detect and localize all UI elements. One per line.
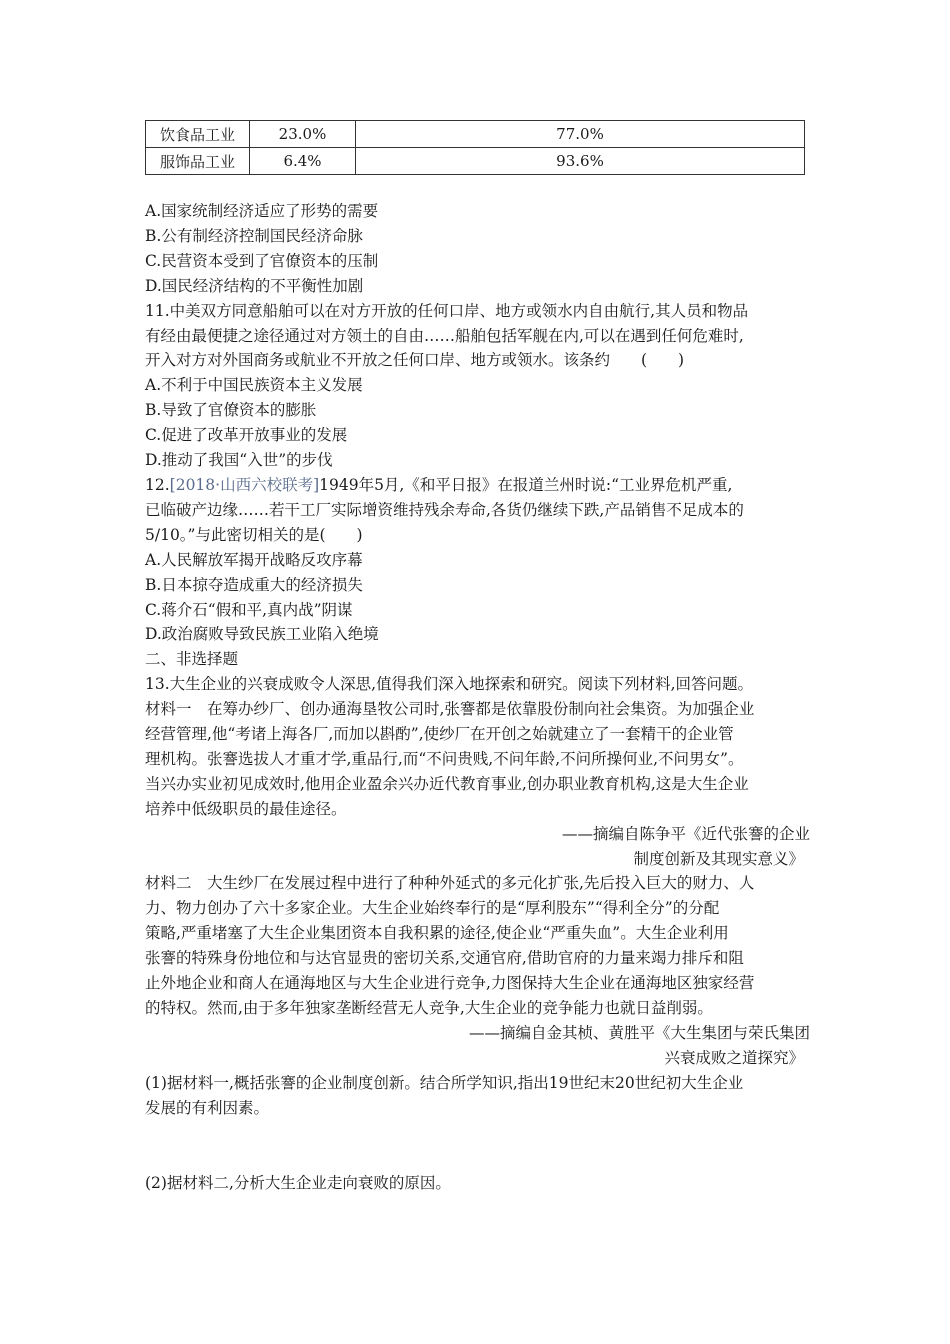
question-13 — [145, 672, 810, 1195]
table-cell: 服饰品工业 — [146, 148, 250, 175]
option-c: C.民营资本受到了官僚资本的压制 — [145, 251, 379, 270]
material-line: 材料一 在筹办纱厂、创办通海垦牧公司时,张謇都是依靠股份制向社会集资。为加强企业 — [145, 700, 755, 719]
citation: ——摘编自陈争平《近代张謇的企业 — [561, 824, 810, 843]
table-row — [146, 148, 805, 175]
option-d: D.政治腐败导致民族工业陷入绝境 — [145, 625, 379, 644]
question-stem-line: 5/10。”与此密切相关的是( ) — [145, 525, 363, 544]
question-stem-line: 开入对方对外国商务或航业不开放之任何口岸、地方或领水。该条约 ( ) — [145, 351, 685, 370]
option-c: C.促进了改革开放事业的发展 — [145, 426, 348, 445]
source-tag: [2018·山西六校联考] — [169, 475, 320, 494]
citation: 制度创新及其现实意义》 — [633, 849, 804, 868]
material-line: 培养中低级职员的最佳途径。 — [145, 799, 347, 818]
question-11 — [145, 299, 810, 473]
option-a: A.人民解放军揭开战略反攻序幕 — [145, 550, 363, 569]
material-line: 经营管理,他“考诸上海各厂,而加以斟酌”,使纱厂在开创之始就建立了一套精干的企业管 — [145, 725, 734, 744]
question-12 — [145, 473, 810, 647]
material-line: 力、物力创办了六十多家企业。大生企业始终奉行的是“厚利股东”“得利全分”的分配 — [145, 899, 720, 918]
citation: 兴衰成败之道探究》 — [664, 1048, 804, 1067]
option-d: D.国民经济结构的不平衡性加剧 — [145, 276, 364, 295]
question-number: 12. — [145, 475, 170, 494]
material-line: 止外地企业和商人在通海地区与大生企业进行竞争,力图保持大生企业在通海地区独家经营 — [145, 974, 755, 993]
sub-question-1 — [145, 1071, 810, 1121]
option-c: C.蒋介石“假和平,真内战”阴谋 — [145, 600, 353, 619]
material-line: 的特权。然而,由于多年独家垄断经营无人竞争,大生企业的竞争能力也就日益削弱。 — [145, 999, 713, 1017]
question-stem-line: 11.中美双方同意船舶可以在对方开放的任何口岸、地方或领水内自由航行,其人员和物品 — [145, 301, 749, 320]
option-b: B.日本掠夺造成重大的经济损失 — [145, 575, 363, 594]
table-cell: 饮食品工业 — [146, 121, 250, 148]
option-b: B.导致了官僚资本的膨胀 — [145, 401, 317, 420]
table-cell: 23.0% — [250, 121, 356, 148]
material-line: 理机构。张謇选拔人才重才学,重品行,而“不问贵贱,不问年龄,不问所操何业,不问男女”。 — [145, 749, 744, 768]
option-a: A.不利于中国民族资本主义发展 — [145, 376, 363, 395]
citation: ——摘编自金其桢、黄胜平《大生集团与荣氏集团 — [468, 1023, 810, 1042]
document-page — [145, 120, 810, 1195]
industry-share-table — [145, 120, 805, 175]
option-d: D.推动了我国“入世”的步伐 — [145, 451, 333, 470]
question-intro: 13.大生企业的兴衰成败令人深思,值得我们深入地探索和研究。阅读下列材料,回答问题。 — [145, 675, 754, 694]
question-stem-line — [145, 473, 810, 498]
q10-options — [145, 199, 810, 299]
question-text: 1949年5月,《和平日报》在报道兰州时说:“工业界危机严重, — [319, 475, 733, 494]
question-stem-line: 已临破产边缘……若干工厂实际增资维持残余寿命,各货仍继续下跌,产品销售不足成本的 — [145, 500, 744, 519]
material-line: 材料二 大生纱厂在发展过程中进行了种种外延式的多元化扩张,先后投入巨大的财力、人 — [145, 874, 755, 893]
sub-question-line: (1)据材料一,概括张謇的企业制度创新。结合所学知识,指出19世纪末20世纪初大生企业 — [145, 1073, 744, 1092]
material-one — [145, 697, 810, 871]
question-stem-line: 有经由最便捷之途径通过对方领土的自由……船舶包括军舰在内,可以在遇到任何危难时, — [145, 326, 744, 345]
option-b: B.公有制经济控制国民经济命脉 — [145, 226, 363, 245]
sub-question-2: (2)据材料二,分析大生企业走向衰败的原因。 — [145, 1173, 451, 1192]
material-line: 张謇的特殊身份地位和与达官显贵的密切关系,交通官府,借助官府的力量来竭力排斥和阻 — [145, 949, 744, 968]
material-line: 当兴办实业初见成效时,他用企业盈余兴办近代教育事业,创办职业教育机构,这是大生企业 — [145, 774, 749, 793]
table-cell: 77.0% — [356, 121, 805, 148]
option-a: A.国家统制经济适应了形势的需要 — [145, 202, 379, 220]
table-cell: 93.6% — [356, 148, 805, 175]
table-row — [146, 121, 805, 148]
sub-question-line: 发展的有利因素。 — [145, 1098, 270, 1117]
table-cell: 6.4% — [250, 148, 356, 175]
section-title: 二、非选择题 — [145, 650, 239, 669]
answer-space — [145, 1121, 810, 1171]
material-line: 策略,严重堵塞了大生企业集团资本自我积累的途径,使企业“严重失血”。大生企业利用 — [145, 924, 729, 943]
material-two — [145, 871, 810, 1070]
